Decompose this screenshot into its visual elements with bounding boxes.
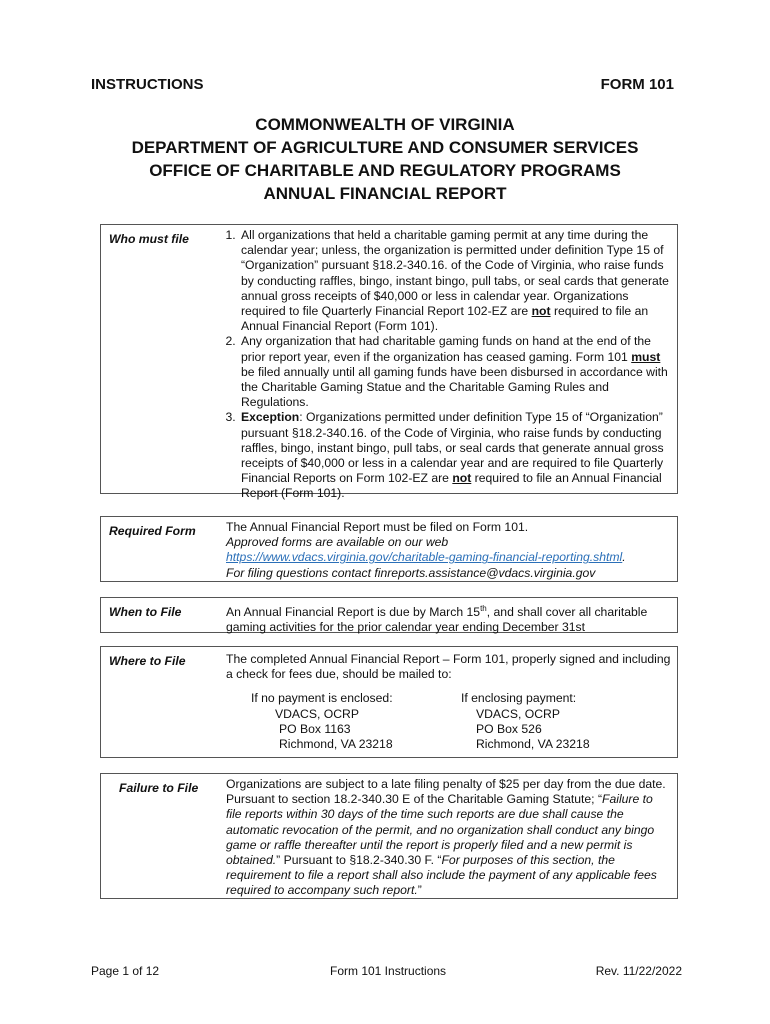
- when-to-file-section: [100, 597, 678, 633]
- document-titles: [0, 113, 770, 205]
- header-form-number: FORM 101: [600, 76, 674, 93]
- required-form-label: Required Form: [109, 524, 196, 538]
- where-to-file-text: The completed Annual Financial Report – Form 101, properly signed and including a check for fees due, should be mailed to:: [226, 652, 671, 682]
- failure-to-file-section: [100, 773, 678, 899]
- address-no-payment: If no payment is enclosed: VDACS, OCRP PO Box 1163 Richmond, VA 23218: [251, 691, 393, 752]
- where-to-file-label: Where to File: [109, 654, 186, 668]
- required-form-line-1: The Annual Financial Report must be filed on Form 101.: [226, 520, 529, 534]
- footer-title: Form 101 Instructions: [330, 964, 447, 978]
- who-must-file-section: [100, 224, 678, 501]
- required-form-section: Required Form The Annual Financial Report must be filed on Form 101. Approved forms are available on our web https://www.vdacs.virginia.gov/charitable-gaming-financial-reporting.shtml. For filing questions contact finreports.assistance@vdacs.virginia.gov: [100, 516, 678, 582]
- list-item: 3. Exception: Organizations permitted under definition Type 15 of “Organization” pursuant §18.2-340.16. of the Code of Virginia, who raise funds by conducting raffles, bingo, instant bingo, pull tabs, or seal cards that generate annual gross receipts of $40,000 or less in a calendar year and are required to file Quarterly Financial Reports on Form 102-EZ are not required to file an Annual Financial Report (Form 101).: [239, 410, 671, 501]
- failure-to-file-label: Failure to File: [119, 781, 199, 795]
- when-to-file-label: When to File: [109, 605, 182, 619]
- address-with-payment: If enclosing payment: VDACS, OCRP PO Box 526 Richmond, VA 23218: [461, 691, 590, 752]
- revision-date: Rev. 11/22/2022: [595, 964, 682, 978]
- required-form-line-2: Approved forms are available on our web: [226, 535, 449, 550]
- filing-questions-contact: For filing questions contact finreports.assistance@vdacs.virginia.gov: [226, 565, 596, 580]
- title-line-4: ANNUAL FINANCIAL REPORT: [263, 184, 507, 203]
- financial-reporting-link[interactable]: https://www.vdacs.virginia.gov/charitable-gaming-financial-reporting.shtml: [226, 550, 623, 565]
- title-line-2: DEPARTMENT OF AGRICULTURE AND CONSUMER SERVICES: [131, 138, 639, 157]
- list-item: 2. Any organization that had charitable gaming funds on hand at the end of the prior report year, even if the organization has ceased gaming. Form 101 must be filed annually until all gaming funds have been disbursed in accordance with the Charitable Gaming Statue and the Charitable Gaming Rules and Regulations.: [239, 334, 671, 410]
- header-instructions: INSTRUCTIONS: [91, 76, 204, 93]
- page-number: Page 1 of 12: [91, 964, 160, 978]
- who-must-file-list: [218, 228, 671, 502]
- where-to-file-section: [100, 646, 678, 758]
- when-to-file-text: An Annual Financial Report is due by March 15th, and shall cover all charitable gaming activities for the prior calendar year ending December 31st: [226, 604, 648, 635]
- title-line-3: OFFICE OF CHARITABLE AND REGULATORY PROGRAMS: [149, 161, 621, 180]
- list-item: 1. All organizations that held a charitable gaming permit at any time during the calendar year; unless, the organization is permitted under definition Type 15 of “Organization” pursuant §18.2-340.16. of the Code of Virginia, who raise funds by conducting raffles, bingo, instant bingo, pull tabs, or seal cards that generate annual gross receipts of $40,000 or less in calendar year. Organizations required to file Quarterly Financial Report 102-EZ are not required to file an Annual Financial Report (Form 101).: [239, 228, 671, 334]
- who-must-file-label: Who must file: [109, 232, 189, 246]
- failure-to-file-text: Organizations are subject to a late filing penalty of $25 per day from the due date. Pursuant to section 18.2-340.30 E of the Charitable Gaming Statute; “Failure to file reports within 30 days of the time such reports are due shall cause the automatic revocation of the permit, and no organization shall conduct any bingo game or raffle thereafter until the report is properly filed and a new permit is obtained.” Pursuant to §18.2-340.30 F. “For purposes of this section, the requirement to file a report shall also include the payment of any applicable fees required to accompany such report.”: [226, 777, 666, 898]
- mailing-addresses: [226, 691, 671, 752]
- title-line-1: COMMONWEALTH OF VIRGINIA: [255, 115, 515, 134]
